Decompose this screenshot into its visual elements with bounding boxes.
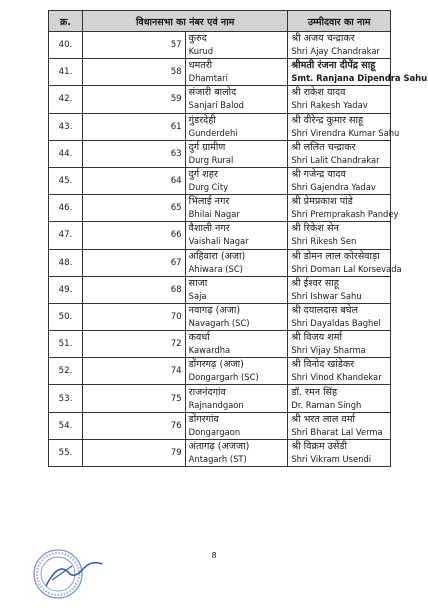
constituency-name-english: Dhamtari xyxy=(188,73,228,84)
constituency-name-english: Gunderdehi xyxy=(188,127,238,138)
constituency-number: 65 xyxy=(83,195,186,222)
serial-number: 48. xyxy=(49,249,83,276)
serial-number: 40. xyxy=(49,32,83,59)
constituency-number: 74 xyxy=(83,358,186,385)
constituency-cell xyxy=(185,249,288,276)
constituency-name-hindi: साजा xyxy=(188,277,208,289)
table-row xyxy=(49,303,391,330)
constituency-name-hindi: संजारी बालोद xyxy=(188,87,237,99)
constituency-cell xyxy=(185,412,288,439)
candidate-name-hindi: श्रीमती रंजना दीपेंद्र साहू xyxy=(291,60,376,72)
office-seal-stamp xyxy=(28,542,106,606)
constituency-name-english: Ahiwara (SC) xyxy=(188,263,243,274)
candidate-table xyxy=(48,10,428,467)
table-row xyxy=(49,358,391,385)
candidate-cell xyxy=(288,412,391,439)
constituency-number: 67 xyxy=(83,249,186,276)
candidate-cell xyxy=(288,86,391,113)
constituency-name-english: Rajnandgaon xyxy=(188,399,244,410)
candidate-name-hindi: डॉ. रमन सिंह xyxy=(291,386,338,398)
constituency-number: 63 xyxy=(83,140,186,167)
candidate-name-hindi: श्री ईश्वर साहू xyxy=(291,277,339,289)
candidate-name-english: Dr. Raman Singh xyxy=(291,399,362,410)
constituency-number: 58 xyxy=(83,59,186,86)
serial-number: 42. xyxy=(49,86,83,113)
table-header-row xyxy=(49,11,391,32)
table-row xyxy=(49,222,391,249)
candidate-name-hindi: श्री गजेन्द्र यादव xyxy=(291,169,346,181)
candidate-cell xyxy=(288,167,391,194)
constituency-name-english: Bhilai Nagar xyxy=(188,209,240,220)
constituency-name-hindi: धमतरी xyxy=(188,60,213,72)
candidate-cell xyxy=(288,358,391,385)
candidate-name-english: Shri Ishwar Sahu xyxy=(291,290,362,301)
page-number: 8 xyxy=(211,551,217,560)
table-row xyxy=(49,167,391,194)
serial-number: 49. xyxy=(49,276,83,303)
candidate-cell xyxy=(288,59,428,86)
constituency-cell xyxy=(185,113,288,140)
constituency-name-english: Sanjari Balod xyxy=(188,100,244,111)
serial-number: 55. xyxy=(49,439,83,466)
constituency-number: 75 xyxy=(83,385,186,412)
table-row xyxy=(49,32,391,59)
constituency-name-hindi: भिलाई नगर xyxy=(188,196,230,208)
header-constituency: विधानसभा का नंबर एवं नाम xyxy=(83,11,288,32)
table-row xyxy=(49,385,391,412)
candidate-cell xyxy=(288,385,391,412)
header-candidate: उम्मीदवार का नाम xyxy=(288,11,391,32)
candidate-name-english: Shri Dayaldas Baghel xyxy=(291,317,381,328)
candidate-cell xyxy=(288,195,399,222)
constituency-cell xyxy=(185,140,288,167)
serial-number: 43. xyxy=(49,113,83,140)
constituency-name-hindi: गुंडरदेही xyxy=(188,114,216,126)
candidate-cell xyxy=(288,439,391,466)
constituency-number: 57 xyxy=(83,32,186,59)
constituency-name-hindi: डोंगरगांव xyxy=(188,413,219,425)
candidate-name-english: Shri Vikram Usendi xyxy=(291,453,372,464)
constituency-name-english: Dongargaon xyxy=(188,426,241,437)
table-row xyxy=(49,439,391,466)
constituency-name-hindi: दुर्ग ग्रामीण xyxy=(188,141,226,153)
constituency-cell xyxy=(185,32,288,59)
candidate-cell xyxy=(288,331,391,358)
constituency-name-hindi: अहिवारा (अजा) xyxy=(188,250,246,262)
candidate-name-english: Shri Gajendra Yadav xyxy=(291,182,376,193)
table-row xyxy=(49,249,391,276)
candidate-cell xyxy=(288,113,400,140)
constituency-cell xyxy=(185,86,288,113)
candidate-name-english: Smt. Ranjana Dipendra Sahu xyxy=(291,73,428,84)
candidate-name-hindi: श्री प्रेमप्रकाश पांडे xyxy=(291,196,353,208)
constituency-cell xyxy=(185,222,288,249)
serial-number: 51. xyxy=(49,331,83,358)
constituency-cell xyxy=(185,195,288,222)
candidate-name-hindi: श्री डोमन लाल कोरसेवाड़ा xyxy=(291,250,380,262)
candidate-name-english: Shri Premprakash Pandey xyxy=(291,209,399,220)
constituency-name-hindi: कवर्धा xyxy=(188,332,210,344)
constituency-name-english: Antagarh (ST) xyxy=(188,453,247,464)
candidate-name-hindi: श्री रिकेश सेन xyxy=(291,223,339,235)
header-serial: क्र. xyxy=(49,11,83,32)
serial-number: 52. xyxy=(49,358,83,385)
constituency-name-english: Dongargarh (SC) xyxy=(188,372,259,383)
constituency-name-hindi: राजनंदगांव xyxy=(188,386,226,398)
constituency-number: 66 xyxy=(83,222,186,249)
candidate-cell xyxy=(288,222,391,249)
constituency-number: 72 xyxy=(83,331,186,358)
constituency-cell xyxy=(185,439,288,466)
table-row xyxy=(49,195,391,222)
table-row xyxy=(49,59,391,86)
candidate-name-hindi: श्री वीरेन्द्र कुमार साहू xyxy=(291,114,364,126)
serial-number: 53. xyxy=(49,385,83,412)
constituency-cell xyxy=(185,331,288,358)
table-row xyxy=(49,113,391,140)
serial-number: 50. xyxy=(49,303,83,330)
constituency-name-english: Navagarh (SC) xyxy=(188,317,250,328)
candidate-name-english: Shri Bharat Lal Verma xyxy=(291,426,383,437)
constituency-cell xyxy=(185,59,288,86)
constituency-name-hindi: कुरुद xyxy=(188,33,207,45)
constituency-name-hindi: वैशाली नगर xyxy=(188,223,230,235)
constituency-number: 76 xyxy=(83,412,186,439)
candidate-name-hindi: श्री राकेश यादव xyxy=(291,87,346,99)
table-row xyxy=(49,140,391,167)
table-row xyxy=(49,412,391,439)
candidate-name-hindi: श्री विजय शर्मा xyxy=(291,332,342,344)
candidate-cell xyxy=(288,249,402,276)
table-row xyxy=(49,276,391,303)
constituency-name-english: Durg City xyxy=(188,182,229,193)
constituency-name-hindi: दुर्ग शहर xyxy=(188,169,218,181)
candidate-cell xyxy=(288,276,391,303)
table-row xyxy=(49,86,391,113)
constituency-cell xyxy=(185,358,288,385)
constituency-name-hindi: डोंगरगढ़ (अजा) xyxy=(188,359,244,371)
constituency-number: 70 xyxy=(83,303,186,330)
constituency-name-english: Kawardha xyxy=(188,345,231,356)
table-body xyxy=(49,32,428,467)
candidate-cell xyxy=(288,303,391,330)
constituency-number: 59 xyxy=(83,86,186,113)
candidate-name-hindi: श्री विनोद खांडेकर xyxy=(291,359,355,371)
constituency-cell xyxy=(185,276,288,303)
candidate-name-hindi: श्री भरत लाल वर्मा xyxy=(291,413,355,425)
constituency-name-hindi: अंतागढ़ (अजजा) xyxy=(188,440,250,452)
candidate-cell xyxy=(288,140,391,167)
constituency-cell xyxy=(185,303,288,330)
constituency-cell xyxy=(185,385,288,412)
constituency-number: 64 xyxy=(83,167,186,194)
table-row xyxy=(49,331,391,358)
serial-number: 45. xyxy=(49,167,83,194)
constituency-name-english: Vaishali Nagar xyxy=(188,236,249,247)
constituency-number: 68 xyxy=(83,276,186,303)
candidate-name-english: Shri Lalit Chandrakar xyxy=(291,154,380,165)
serial-number: 54. xyxy=(49,412,83,439)
candidate-name-english: Shri Vijay Sharma xyxy=(291,345,366,356)
constituency-number: 79 xyxy=(83,439,186,466)
candidate-name-hindi: श्री अजय चन्द्राकर xyxy=(291,33,355,45)
candidate-name-hindi: श्री विक्रम उसेंडी xyxy=(291,440,347,452)
constituency-name-english: Saja xyxy=(188,290,207,301)
candidate-name-hindi: श्री दयालदास बघेल xyxy=(291,304,359,316)
candidate-name-english: Shri Virendra Kumar Sahu xyxy=(291,127,400,138)
serial-number: 46. xyxy=(49,195,83,222)
serial-number: 47. xyxy=(49,222,83,249)
constituency-cell xyxy=(185,167,288,194)
serial-number: 44. xyxy=(49,140,83,167)
constituency-number: 61 xyxy=(83,113,186,140)
candidate-name-english: Shri Doman Lal Korsevada xyxy=(291,263,402,274)
candidate-name-english: Shri Vinod Khandekar xyxy=(291,372,382,383)
candidate-name-hindi: श्री ललित चन्द्राकर xyxy=(291,141,356,153)
candidate-cell xyxy=(288,32,391,59)
candidate-name-english: Shri Rikesh Sen xyxy=(291,236,357,247)
candidate-name-english: Shri Rakesh Yadav xyxy=(291,100,368,111)
serial-number: 41. xyxy=(49,59,83,86)
constituency-name-english: Kurud xyxy=(188,46,214,57)
constituency-name-english: Durg Rural xyxy=(188,154,234,165)
constituency-name-hindi: नवागढ़ (अजा) xyxy=(188,304,241,316)
candidate-name-english: Shri Ajay Chandrakar xyxy=(291,46,380,57)
